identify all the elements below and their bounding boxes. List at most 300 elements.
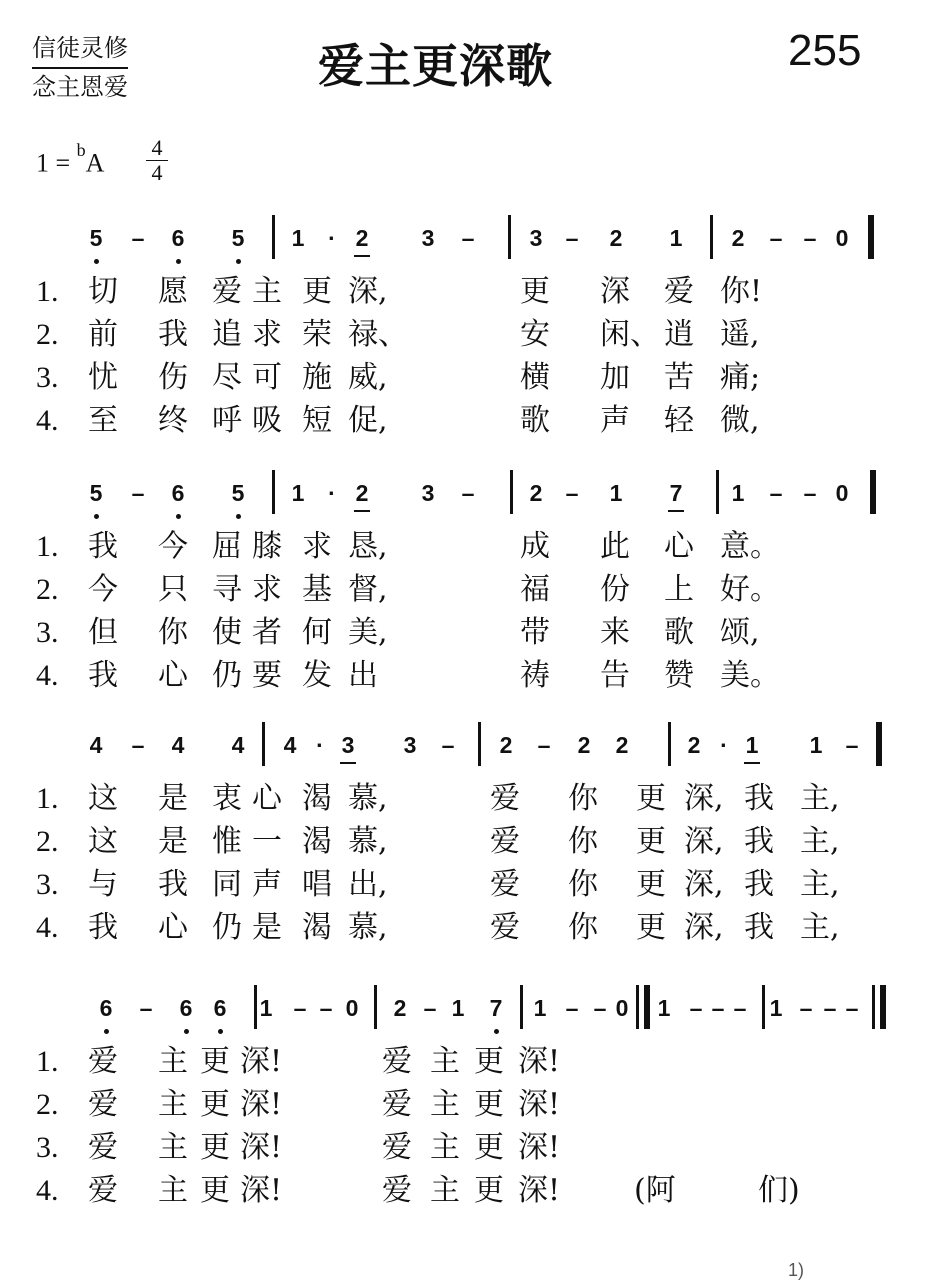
key-prefix: 1 = — [36, 148, 71, 178]
lyric-syllable: 我 — [744, 910, 774, 945]
note: 1 — [291, 225, 305, 251]
note: 3 — [421, 480, 435, 506]
meter-bottom: 4 — [151, 160, 163, 185]
barline — [870, 470, 876, 514]
note: – — [461, 225, 475, 251]
lyric-syllable: 你! — [720, 274, 763, 309]
verse-number: 2. — [36, 825, 59, 858]
note: 1 — [657, 995, 671, 1021]
lyric-syllable: 主 — [158, 1130, 188, 1165]
lyric-syllable: 今 — [88, 572, 118, 607]
lyric-syllable: 祷 — [520, 658, 550, 693]
note: – — [845, 732, 859, 758]
lyric-syllable: 遥, — [720, 317, 760, 352]
lyric-syllable: 可 — [252, 360, 282, 395]
lyric-syllable: 你 — [158, 615, 188, 650]
note: – — [769, 480, 783, 506]
note: – — [131, 480, 145, 506]
lyric-syllable: (阿 — [634, 1173, 676, 1208]
lyric-syllable: 意。 — [720, 529, 780, 564]
note: 3 — [529, 225, 543, 251]
lyric-syllable: 慕, — [348, 781, 388, 816]
barline — [272, 470, 275, 514]
lyric-syllable: 上 — [664, 572, 694, 607]
lyric-syllable: 爱 — [382, 1173, 412, 1208]
lyric-syllable: 告 — [600, 658, 630, 693]
lyric-syllable: 切 — [88, 274, 118, 309]
barline — [716, 470, 719, 514]
lyric-line-1-1 — [0, 270, 952, 314]
barline — [762, 985, 765, 1029]
lyric-syllable: 深! — [518, 1087, 561, 1122]
lyric-syllable: 深! — [240, 1173, 283, 1208]
lyric-line-2-1 — [0, 525, 952, 569]
note: 0 — [835, 480, 849, 506]
lyric-syllable: 与 — [88, 867, 118, 902]
lyric-syllable: 渴 — [302, 824, 332, 859]
note: 3 — [335, 732, 361, 758]
lyric-syllable: 唱 — [302, 867, 332, 902]
lyric-syllable: 深, — [684, 781, 724, 816]
note: – — [711, 995, 725, 1021]
verse-number: 3. — [36, 616, 59, 649]
notes-row-4 — [0, 985, 952, 1035]
lyric-syllable: 们) — [758, 1173, 800, 1208]
lyric-syllable: 是 — [252, 910, 282, 945]
note: – — [131, 225, 145, 251]
barline — [374, 985, 377, 1029]
lyric-syllable: 爱 — [382, 1044, 412, 1079]
lyric-syllable: 屈 — [212, 529, 242, 564]
lyric-syllable: 伤 — [158, 360, 188, 395]
note: 2 — [349, 480, 375, 506]
lyric-syllable: 是 — [158, 824, 188, 859]
note: 0 — [835, 225, 849, 251]
lyric-syllable: 短 — [302, 403, 332, 438]
lyric-syllable: 仍 — [212, 658, 242, 693]
note: 7 — [483, 995, 509, 1021]
lyric-syllable: 此 — [600, 529, 630, 564]
verse-number: 1. — [36, 530, 59, 563]
note: · — [316, 732, 324, 758]
lyric-syllable: 这 — [88, 824, 118, 859]
barline — [644, 985, 650, 1029]
lyric-line-2-2 — [0, 568, 952, 612]
lyric-syllable: 福 — [520, 572, 550, 607]
verse-number: 3. — [36, 361, 59, 394]
lyric-syllable: 恳, — [348, 529, 388, 564]
category-line-2: 念主恩爱 — [32, 73, 128, 101]
barline — [880, 985, 886, 1029]
lyric-syllable: 你 — [568, 910, 598, 945]
note: – — [799, 995, 813, 1021]
lyric-syllable: 是 — [158, 781, 188, 816]
barline — [520, 985, 523, 1029]
lyric-syllable: 仍 — [212, 910, 242, 945]
note: 1 — [533, 995, 547, 1021]
lyric-syllable: 微, — [720, 403, 760, 438]
page-mark: 1) — [788, 1260, 805, 1280]
note: 5 — [225, 480, 251, 506]
lyric-line-1-2 — [0, 313, 952, 357]
note: 2 — [615, 732, 629, 758]
lyric-syllable: 份 — [600, 572, 630, 607]
lyric-line-3-1 — [0, 777, 952, 821]
lyric-syllable: 我 — [88, 910, 118, 945]
lyric-syllable: 深, — [684, 910, 724, 945]
lyric-syllable: 更 — [200, 1130, 230, 1165]
note: · — [720, 732, 728, 758]
lyric-syllable: 爱 — [664, 274, 694, 309]
lyric-syllable: 声 — [252, 867, 282, 902]
lyric-syllable: 心 — [664, 529, 694, 564]
lyric-syllable: 美。 — [720, 658, 780, 693]
lyric-syllable: 一 — [252, 824, 282, 859]
note: – — [537, 732, 551, 758]
lyric-syllable: 美, — [348, 615, 388, 650]
note: 2 — [609, 225, 623, 251]
lyric-syllable: 更 — [200, 1087, 230, 1122]
note: 7 — [663, 480, 689, 506]
barline — [510, 470, 513, 514]
category-label — [32, 30, 128, 105]
lyric-syllable: 深 — [600, 274, 630, 309]
notes-row-2 — [0, 470, 952, 520]
barline — [636, 985, 639, 1029]
note: 6 — [173, 995, 199, 1021]
lyric-syllable: 爱 — [88, 1130, 118, 1165]
note: – — [845, 995, 859, 1021]
lyric-syllable: 求 — [302, 529, 332, 564]
lyric-syllable: 主 — [430, 1173, 460, 1208]
note: 1 — [609, 480, 623, 506]
lyric-syllable: 我 — [158, 867, 188, 902]
barline — [876, 722, 882, 766]
lyric-syllable: 主, — [800, 824, 840, 859]
lyric-syllable: 这 — [88, 781, 118, 816]
lyric-syllable: 好。 — [720, 572, 780, 607]
lyric-line-4-4 — [0, 1169, 952, 1213]
note: 5 — [83, 480, 109, 506]
lyric-syllable: 爱 — [88, 1044, 118, 1079]
note: – — [689, 995, 703, 1021]
lyric-syllable: 慕, — [348, 824, 388, 859]
verse-number: 1. — [36, 782, 59, 815]
lyric-syllable: 轻 — [664, 403, 694, 438]
lyric-syllable: 膝 — [252, 529, 282, 564]
meter-top: 4 — [146, 136, 168, 161]
lyric-syllable: 你 — [568, 867, 598, 902]
note: – — [565, 995, 579, 1021]
lyric-line-3-3 — [0, 863, 952, 907]
note: – — [593, 995, 607, 1021]
note: · — [328, 480, 336, 506]
hymn-number: 255 — [788, 26, 862, 75]
hymn-title: 爱主更深歌 — [318, 39, 553, 93]
lyric-syllable: 禄、 — [348, 317, 408, 352]
lyric-syllable: 心 — [158, 910, 188, 945]
lyric-line-3-4 — [0, 906, 952, 950]
lyric-syllable: 促, — [348, 403, 388, 438]
verse-number: 4. — [36, 404, 59, 437]
lyric-syllable: 加 — [600, 360, 630, 395]
lyric-syllable: 赞 — [664, 658, 694, 693]
lyric-syllable: 寻 — [212, 572, 242, 607]
flat-sign: b — [76, 140, 86, 160]
verse-number: 2. — [36, 1088, 59, 1121]
lyric-syllable: 更 — [474, 1130, 504, 1165]
lyric-syllable: 更 — [474, 1044, 504, 1079]
lyric-syllable: 我 — [744, 824, 774, 859]
barline — [262, 722, 265, 766]
note: – — [319, 995, 333, 1021]
note: 3 — [403, 732, 417, 758]
category-line-1: 信徒灵修 — [32, 30, 128, 69]
time-signature — [146, 136, 168, 185]
lyric-syllable: 痛; — [720, 360, 761, 395]
lyric-syllable: 深! — [240, 1130, 283, 1165]
lyric-syllable: 深! — [240, 1087, 283, 1122]
notes-row-1 — [0, 215, 952, 265]
lyric-syllable: 横 — [520, 360, 550, 395]
lyric-syllable: 更 — [302, 274, 332, 309]
key-letter: A — [85, 148, 105, 178]
lyric-syllable: 何 — [302, 615, 332, 650]
barline — [508, 215, 511, 259]
lyric-syllable: 但 — [88, 615, 118, 650]
lyric-syllable: 心 — [158, 658, 188, 693]
verse-number: 3. — [36, 1131, 59, 1164]
lyric-syllable: 出, — [348, 867, 388, 902]
lyric-syllable: 主 — [158, 1044, 188, 1079]
note: – — [733, 995, 747, 1021]
note: – — [461, 480, 475, 506]
lyric-syllable: 渴 — [302, 910, 332, 945]
lyric-syllable: 我 — [744, 867, 774, 902]
lyric-syllable: 发 — [302, 658, 332, 693]
lyric-syllable: 更 — [636, 781, 666, 816]
note: 0 — [345, 995, 359, 1021]
lyric-syllable: 督, — [348, 572, 388, 607]
lyric-syllable: 逍 — [664, 317, 694, 352]
lyric-line-2-4 — [0, 654, 952, 698]
lyric-syllable: 颂, — [720, 615, 760, 650]
lyric-syllable: 渴 — [302, 781, 332, 816]
lyric-syllable: 歌 — [664, 615, 694, 650]
lyric-syllable: 主, — [800, 910, 840, 945]
note: 2 — [577, 732, 591, 758]
verse-number: 1. — [36, 275, 59, 308]
lyric-syllable: 爱 — [490, 867, 520, 902]
lyric-syllable: 爱 — [88, 1173, 118, 1208]
note: 2 — [349, 225, 375, 251]
lyric-syllable: 威, — [348, 360, 388, 395]
lyric-syllable: 主 — [430, 1044, 460, 1079]
lyric-syllable: 呼 — [212, 403, 242, 438]
note: 6 — [93, 995, 119, 1021]
lyric-syllable: 我 — [88, 529, 118, 564]
lyric-syllable: 主 — [158, 1173, 188, 1208]
note: – — [565, 480, 579, 506]
note: 1 — [809, 732, 823, 758]
lyric-line-4-3 — [0, 1126, 952, 1170]
lyric-syllable: 声 — [600, 403, 630, 438]
note: 0 — [615, 995, 629, 1021]
barline — [710, 215, 713, 259]
lyric-syllable: 使 — [212, 615, 242, 650]
note: 5 — [225, 225, 251, 251]
barline — [478, 722, 481, 766]
barline — [872, 985, 875, 1029]
lyric-syllable: 爱 — [490, 781, 520, 816]
lyric-syllable: 更 — [200, 1044, 230, 1079]
verse-number: 4. — [36, 911, 59, 944]
lyric-syllable: 更 — [520, 274, 550, 309]
note: – — [441, 732, 455, 758]
lyric-syllable: 主 — [252, 274, 282, 309]
verse-number: 2. — [36, 318, 59, 351]
lyric-line-3-2 — [0, 820, 952, 864]
note: – — [423, 995, 437, 1021]
lyric-syllable: 主 — [430, 1087, 460, 1122]
note: 6 — [165, 225, 191, 251]
lyric-syllable: 我 — [158, 317, 188, 352]
lyric-syllable: 主 — [158, 1087, 188, 1122]
lyric-syllable: 爱 — [88, 1087, 118, 1122]
lyric-syllable: 只 — [158, 572, 188, 607]
lyric-syllable: 苦 — [664, 360, 694, 395]
verse-number: 4. — [36, 659, 59, 692]
barline — [272, 215, 275, 259]
note: 3 — [421, 225, 435, 251]
lyric-syllable: 要 — [252, 658, 282, 693]
lyric-syllable: 深, — [348, 274, 388, 309]
lyric-syllable: 爱 — [382, 1087, 412, 1122]
note: – — [823, 995, 837, 1021]
lyric-syllable: 主 — [430, 1130, 460, 1165]
lyric-syllable: 施 — [302, 360, 332, 395]
verse-number: 3. — [36, 868, 59, 901]
note: – — [293, 995, 307, 1021]
lyric-syllable: 惟 — [212, 824, 242, 859]
lyric-syllable: 追 — [212, 317, 242, 352]
note: 2 — [731, 225, 745, 251]
lyric-syllable: 更 — [474, 1087, 504, 1122]
lyric-syllable: 终 — [158, 403, 188, 438]
notes-row-3 — [0, 722, 952, 772]
lyric-syllable: 前 — [88, 317, 118, 352]
lyric-syllable: 至 — [88, 403, 118, 438]
lyric-line-2-3 — [0, 611, 952, 655]
lyric-syllable: 求 — [252, 572, 282, 607]
lyric-syllable: 慕, — [348, 910, 388, 945]
note: 1 — [769, 995, 783, 1021]
lyric-syllable: 吸 — [252, 403, 282, 438]
note: – — [803, 225, 817, 251]
note: 1 — [739, 732, 765, 758]
barline — [254, 985, 257, 1029]
lyric-syllable: 你 — [568, 824, 598, 859]
lyric-syllable: 荣 — [302, 317, 332, 352]
lyric-syllable: 深! — [240, 1044, 283, 1079]
lyric-syllable: 出 — [348, 658, 378, 693]
lyric-line-1-4 — [0, 399, 952, 443]
lyric-syllable: 深! — [518, 1173, 561, 1208]
note: 2 — [529, 480, 543, 506]
key-signature — [36, 140, 105, 179]
lyric-line-4-2 — [0, 1083, 952, 1127]
lyric-syllable: 深! — [518, 1130, 561, 1165]
lyric-syllable: 忧 — [88, 360, 118, 395]
lyric-syllable: 爱 — [212, 274, 242, 309]
lyric-syllable: 更 — [636, 824, 666, 859]
note: 2 — [393, 995, 407, 1021]
note: 1 — [669, 225, 683, 251]
lyric-syllable: 我 — [88, 658, 118, 693]
lyric-syllable: 歌 — [520, 403, 550, 438]
lyric-syllable: 更 — [636, 867, 666, 902]
verse-number: 2. — [36, 573, 59, 606]
note: 4 — [89, 732, 103, 758]
note: – — [139, 995, 153, 1021]
lyric-syllable: 求 — [252, 317, 282, 352]
lyric-syllable: 你 — [568, 781, 598, 816]
lyric-syllable: 安 — [520, 317, 550, 352]
lyric-syllable: 深, — [684, 824, 724, 859]
note: – — [803, 480, 817, 506]
lyric-syllable: 主, — [800, 781, 840, 816]
lyric-syllable: 带 — [520, 615, 550, 650]
note: 6 — [165, 480, 191, 506]
barline — [668, 722, 671, 766]
lyric-syllable: 衷 — [212, 781, 242, 816]
lyric-syllable: 者 — [252, 615, 282, 650]
barline — [868, 215, 874, 259]
lyric-syllable: 来 — [600, 615, 630, 650]
lyric-syllable: 主, — [800, 867, 840, 902]
lyric-syllable: 今 — [158, 529, 188, 564]
note: 5 — [83, 225, 109, 251]
lyric-syllable: 尽 — [212, 360, 242, 395]
lyric-syllable: 爱 — [382, 1130, 412, 1165]
note: 2 — [499, 732, 513, 758]
verse-number: 1. — [36, 1045, 59, 1078]
lyric-syllable: 同 — [212, 867, 242, 902]
note: 4 — [231, 732, 245, 758]
note: · — [328, 225, 336, 251]
lyric-syllable: 我 — [744, 781, 774, 816]
note: 2 — [687, 732, 701, 758]
note: 1 — [259, 995, 273, 1021]
note: 1 — [291, 480, 305, 506]
lyric-syllable: 成 — [520, 529, 550, 564]
lyric-syllable: 愿 — [158, 274, 188, 309]
lyric-syllable: 更 — [200, 1173, 230, 1208]
lyric-syllable: 更 — [474, 1173, 504, 1208]
note: 4 — [283, 732, 297, 758]
note: 4 — [171, 732, 185, 758]
note: 1 — [731, 480, 745, 506]
lyric-syllable: 更 — [636, 910, 666, 945]
note: – — [769, 225, 783, 251]
note: – — [565, 225, 579, 251]
lyric-syllable: 心 — [252, 781, 282, 816]
note: – — [131, 732, 145, 758]
lyric-syllable: 爱 — [490, 910, 520, 945]
lyric-line-4-1 — [0, 1040, 952, 1084]
verse-number: 4. — [36, 1174, 59, 1207]
lyric-line-1-3 — [0, 356, 952, 400]
